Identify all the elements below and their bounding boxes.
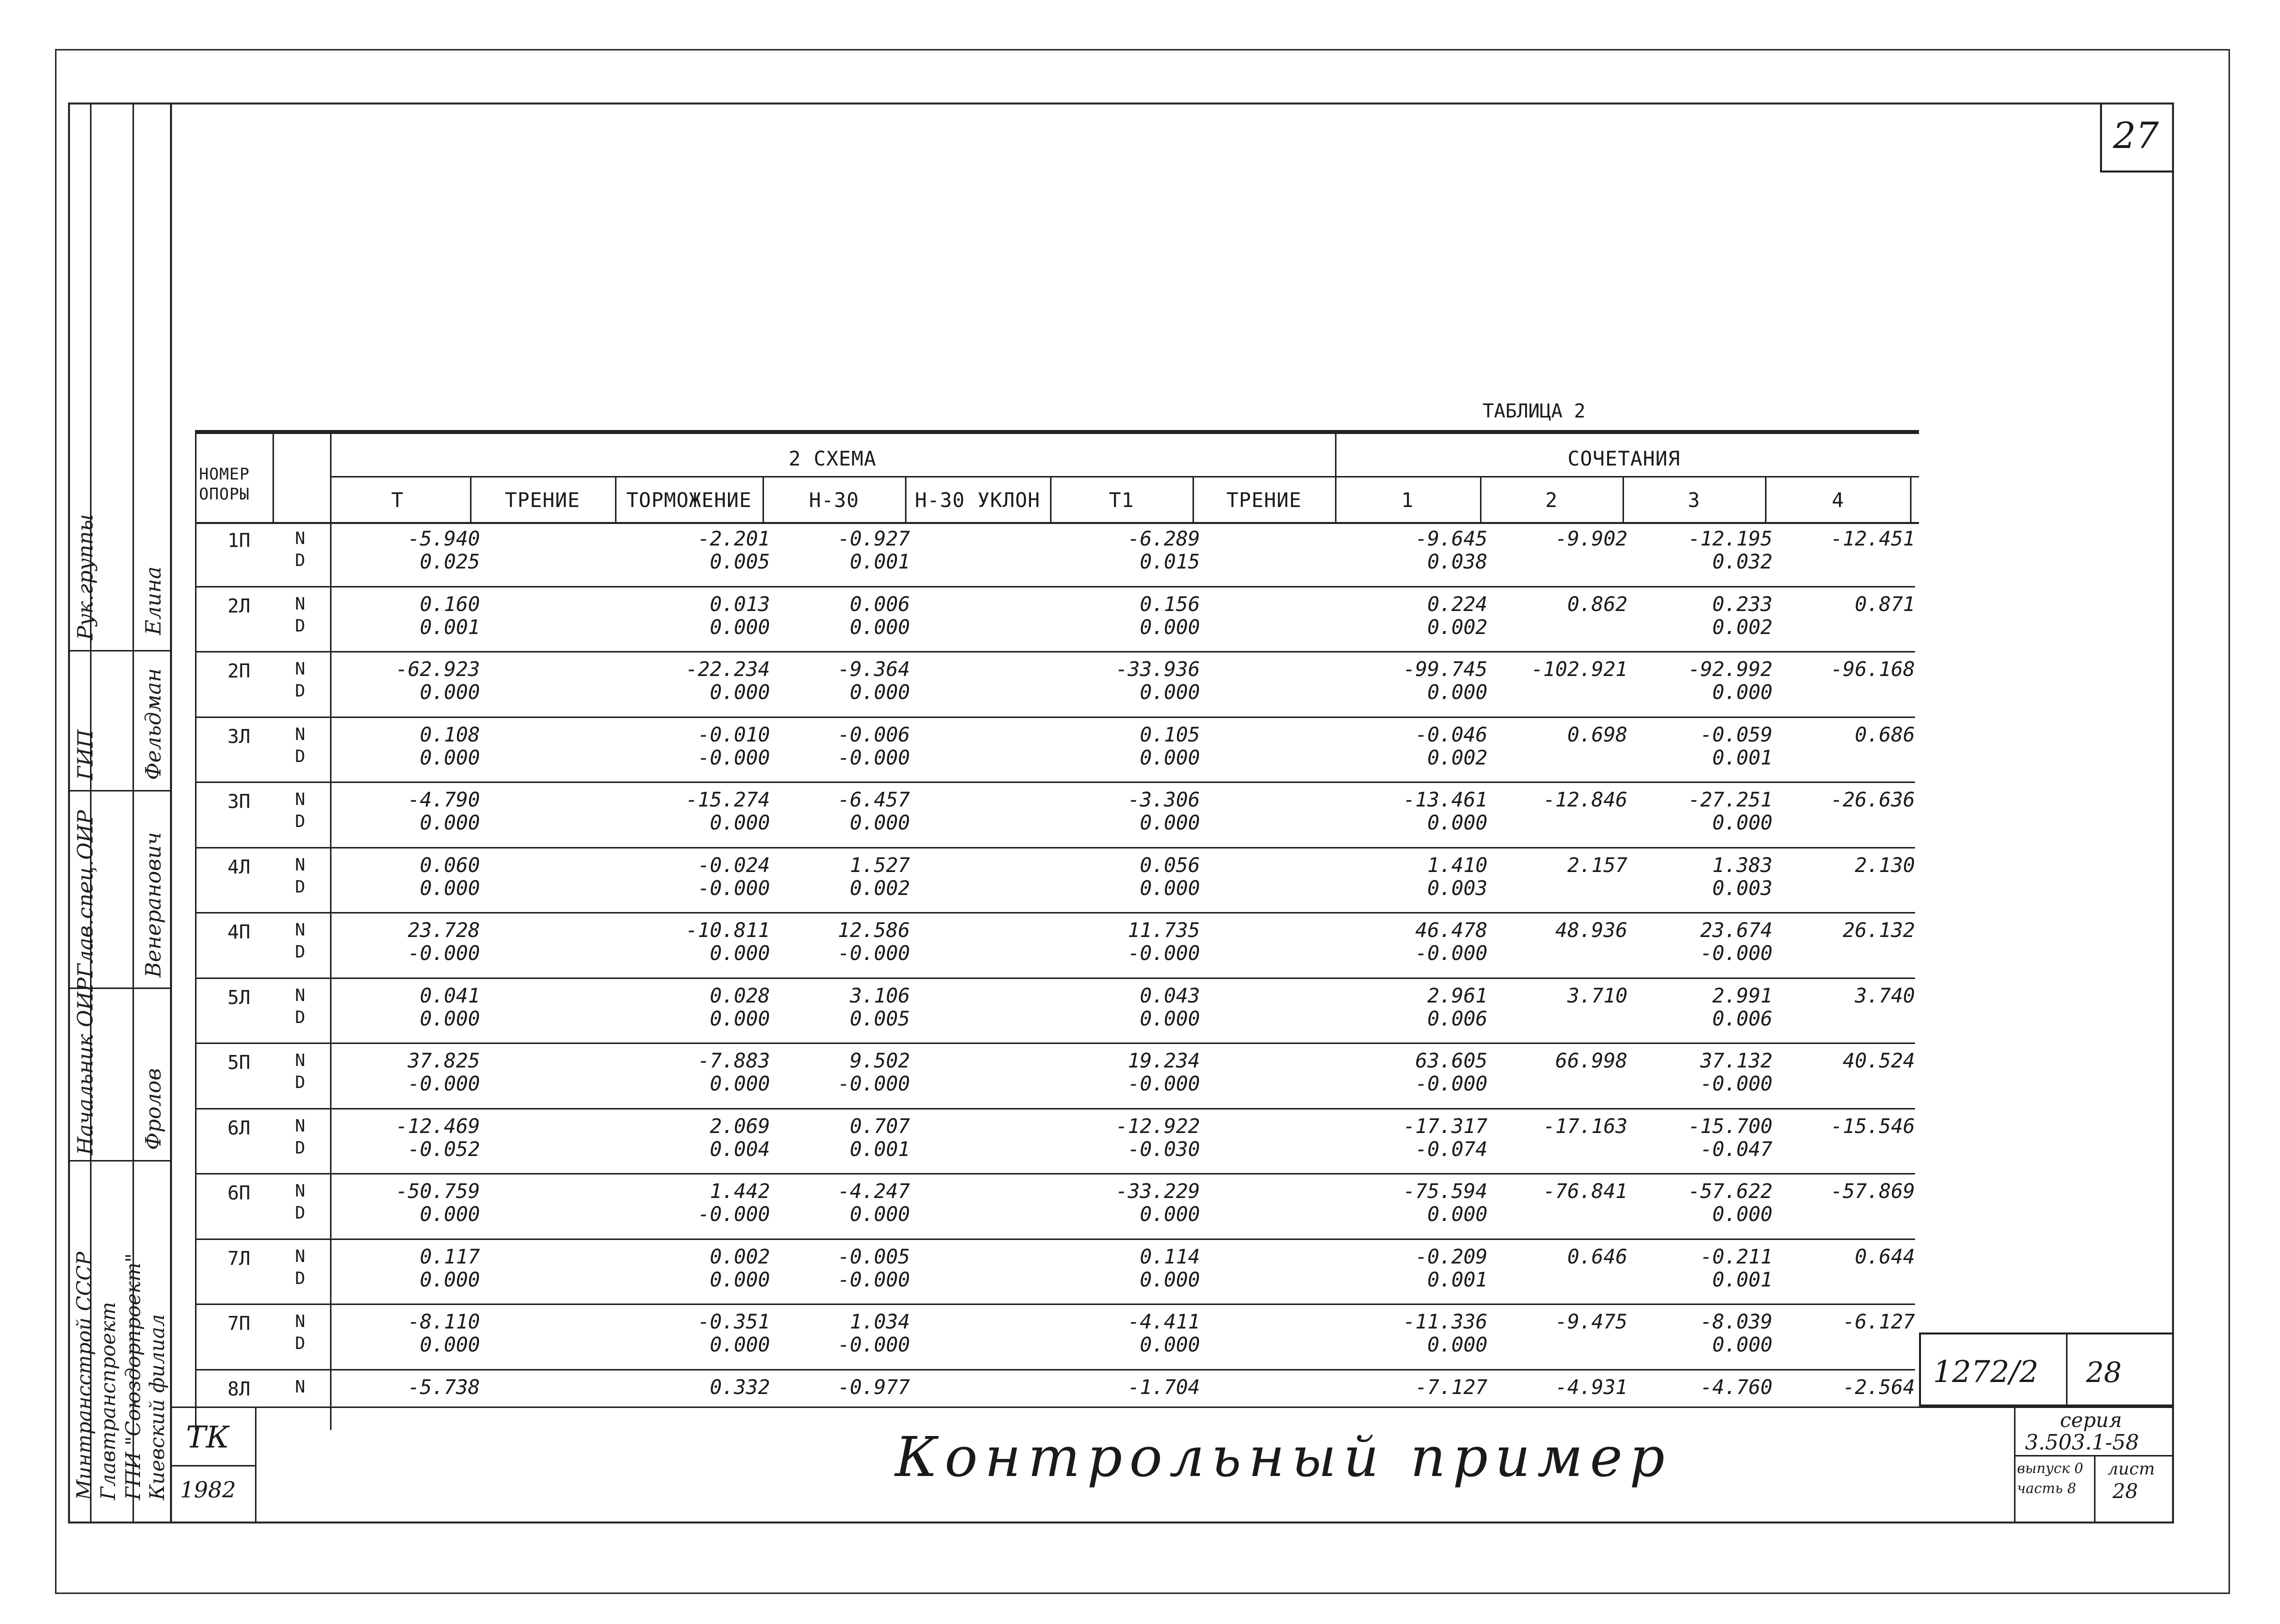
row-label: 8Л xyxy=(228,1378,250,1400)
col-sep-2 xyxy=(615,476,616,524)
sidebar-org-4: Киевский филиал xyxy=(146,1314,169,1500)
header-v-group xyxy=(1335,430,1336,524)
row-label: 4Л xyxy=(228,856,250,878)
column-header: 1 xyxy=(1401,489,1414,512)
cell-value: 0.646 xyxy=(1567,1245,1628,1268)
cell-value: -15.546 xyxy=(1830,1114,1915,1138)
row-label: 1П xyxy=(228,530,250,552)
sidebar-h-2 xyxy=(68,790,171,792)
row-separator xyxy=(195,1369,1915,1370)
column-header: Н-30 xyxy=(808,489,860,512)
tk-year-divider xyxy=(171,1465,255,1466)
column-header: ТОРМОЖЕНИЕ xyxy=(626,489,752,512)
cell-value: -0.211 0.001 xyxy=(1700,1245,1772,1292)
sidebar-name-4: Фролов xyxy=(141,1068,166,1150)
row-separator xyxy=(195,1173,1915,1174)
header-row-col: НОМЕР ОПОРЫ xyxy=(199,464,250,504)
list-label: лист xyxy=(2108,1459,2155,1479)
cell-value: -9.645 0.038 xyxy=(1415,528,1488,574)
cell-value: 1.442 -0.000 xyxy=(698,1180,770,1226)
nd-label: N xyxy=(295,1376,306,1397)
cell-value: -12.469 -0.052 xyxy=(396,1114,480,1161)
cell-value: -13.461 0.000 xyxy=(1403,788,1488,834)
series-box-left xyxy=(2014,1406,2016,1524)
series-box-v xyxy=(2094,1455,2096,1524)
row-separator xyxy=(195,912,1915,914)
cell-value: -9.902 xyxy=(1555,528,1628,550)
vypusk-label: выпуск 0 xyxy=(2017,1460,2084,1476)
cell-value: -4.760 xyxy=(1700,1376,1772,1399)
cell-value: 0.862 xyxy=(1567,592,1628,616)
cell-value: -1.704 xyxy=(1128,1376,1200,1399)
row-separator xyxy=(195,1238,1915,1240)
cell-value: 0.160 0.001 xyxy=(420,592,480,639)
cell-value: 0.105 0.000 xyxy=(1140,723,1200,770)
cell-value: 19.234 -0.000 xyxy=(1128,1050,1200,1096)
column-header: Т1 xyxy=(1108,489,1134,512)
table-top-rule xyxy=(195,430,1919,434)
cell-value: -26.636 xyxy=(1830,788,1915,812)
cell-value: 0.028 0.000 xyxy=(710,984,770,1030)
cell-value: 0.108 0.000 xyxy=(420,723,480,770)
series-value: 3.503.1-58 xyxy=(2025,1430,2139,1454)
cell-value: -6.457 0.000 xyxy=(838,788,910,834)
cell-value: 11.735 -0.000 xyxy=(1128,919,1200,965)
column-header: ТРЕНИЕ xyxy=(1226,489,1302,512)
row-label: 7П xyxy=(228,1312,250,1334)
nd-label: N D xyxy=(295,1050,306,1092)
cell-value: -6.127 xyxy=(1842,1310,1915,1334)
row-label: 4П xyxy=(228,921,250,943)
cell-value: -15.700 -0.047 xyxy=(1688,1114,1772,1161)
cell-value: -0.010 -0.000 xyxy=(698,723,770,770)
cell-value: 0.156 0.000 xyxy=(1140,592,1200,639)
cell-value: -9.475 xyxy=(1555,1310,1628,1334)
cell-value: 0.233 0.002 xyxy=(1712,592,1772,639)
cell-value: -7.883 0.000 xyxy=(698,1050,770,1096)
nd-label: N D xyxy=(295,594,306,636)
cell-value: 0.117 0.000 xyxy=(420,1245,480,1292)
cell-value: 0.002 0.000 xyxy=(710,1245,770,1292)
cell-value: 0.060 0.000 xyxy=(420,854,480,900)
cell-value: -12.195 0.032 xyxy=(1688,528,1772,574)
sidebar-org-2: Главтранспроект xyxy=(97,1302,120,1500)
cell-value: -2.564 xyxy=(1842,1376,1915,1399)
page-number-box xyxy=(2100,102,2174,172)
nd-label: N D xyxy=(295,920,306,962)
sidebar-name-3: Венеранович xyxy=(141,832,166,978)
header-v-nd xyxy=(272,430,274,524)
cell-value: 37.825 -0.000 xyxy=(408,1050,480,1096)
cell-value: -0.209 0.001 xyxy=(1415,1245,1488,1292)
cell-value: -0.977 xyxy=(838,1376,910,1399)
row-label: 6Л xyxy=(228,1116,250,1139)
sidebar-org-1: Минтрансстрой СССР xyxy=(73,1252,96,1500)
cell-value: -3.306 0.000 xyxy=(1128,788,1200,834)
cell-value: -4.247 0.000 xyxy=(838,1180,910,1226)
cell-value: 2.157 xyxy=(1567,854,1628,877)
cell-value: -5.738 xyxy=(408,1376,480,1399)
cell-value: -11.336 0.000 xyxy=(1403,1310,1488,1356)
nd-label: N D xyxy=(295,1312,306,1354)
cell-value: 1.383 0.003 xyxy=(1712,854,1772,900)
sidebar-name-1: Елина xyxy=(141,566,166,635)
cell-value: 23.674 -0.000 xyxy=(1700,919,1772,965)
cell-value: 2.991 0.006 xyxy=(1712,984,1772,1030)
cell-value: -22.234 0.000 xyxy=(686,658,770,704)
cell-value: -7.127 xyxy=(1415,1376,1488,1399)
cell-value: 2.961 0.006 xyxy=(1427,984,1488,1030)
cell-value: 2.069 0.004 xyxy=(710,1114,770,1161)
column-header: 2 xyxy=(1545,489,1558,512)
cell-value: 0.644 xyxy=(1854,1245,1915,1268)
doc-sheet: 28 xyxy=(2086,1356,2122,1389)
cell-value: -2.201 0.005 xyxy=(698,528,770,574)
row-separator xyxy=(195,1042,1915,1044)
row-label: 7Л xyxy=(228,1247,250,1270)
col-sep-9 xyxy=(1765,476,1766,524)
cell-value: -4.931 xyxy=(1555,1376,1628,1399)
cell-value: 0.013 0.000 xyxy=(710,592,770,639)
row-separator xyxy=(195,782,1915,783)
row-label: 2П xyxy=(228,660,250,682)
sidebar-role-2: ГИП xyxy=(73,729,98,780)
cell-value: 0.114 0.000 xyxy=(1140,1245,1200,1292)
column-header: ТРЕНИЕ xyxy=(504,489,580,512)
cell-value: 0.041 0.000 xyxy=(420,984,480,1030)
cell-value: -57.869 xyxy=(1830,1180,1915,1203)
cell-value: -4.790 0.000 xyxy=(408,788,480,834)
cell-value: -50.759 0.000 xyxy=(396,1180,480,1226)
row-label: 3Л xyxy=(228,725,250,748)
cell-value: 1.034 -0.000 xyxy=(838,1310,910,1356)
row-separator xyxy=(195,978,1915,979)
cell-value: 66.998 xyxy=(1555,1050,1628,1072)
nd-label: N D xyxy=(295,854,306,897)
nd-label: N D xyxy=(295,1246,306,1288)
cell-value: -75.594 0.000 xyxy=(1403,1180,1488,1226)
nd-label: N D xyxy=(295,724,306,766)
cell-value: 0.043 0.000 xyxy=(1140,984,1200,1030)
column-header: Т xyxy=(391,489,404,512)
header-rule-2 xyxy=(195,522,1919,524)
header-v-left xyxy=(195,430,196,1430)
year-label: 1982 xyxy=(180,1478,236,1503)
row-label: 5Л xyxy=(228,986,250,1008)
row-label: 5П xyxy=(228,1052,250,1074)
sidebar-role-1: Рук.группы xyxy=(73,514,98,640)
cell-value: 0.707 0.001 xyxy=(850,1114,910,1161)
cell-value: -12.451 xyxy=(1830,528,1915,550)
header-group-scheme: 2 СХЕМА xyxy=(788,448,876,470)
cell-value: 0.686 xyxy=(1854,723,1915,746)
cell-value: 63.605 -0.000 xyxy=(1415,1050,1488,1096)
column-header: Н-30 УКЛОН xyxy=(914,489,1040,512)
cell-value: -0.059 0.001 xyxy=(1700,723,1772,770)
cell-value: -27.251 0.000 xyxy=(1688,788,1772,834)
doc-number-divider xyxy=(2066,1334,2068,1404)
nd-label: N D xyxy=(295,528,306,570)
cell-value: 0.224 0.002 xyxy=(1427,592,1488,639)
header-rule-1 xyxy=(330,476,1919,478)
row-label: 6П xyxy=(228,1182,250,1204)
cell-value: -102.921 xyxy=(1531,658,1628,681)
tk-divider xyxy=(255,1406,256,1524)
main-title: Контрольный пример xyxy=(895,1425,1672,1489)
sidebar-role-3: Глав.спец.ОИР xyxy=(73,810,98,978)
row-separator xyxy=(195,1108,1915,1110)
cell-value: 3.740 xyxy=(1854,984,1915,1008)
cell-value: -17.317 -0.074 xyxy=(1403,1114,1488,1161)
col-sep-4 xyxy=(905,476,906,524)
header-v-end xyxy=(1910,476,1912,524)
sidebar-h-1 xyxy=(68,650,171,652)
cell-value: 40.524 xyxy=(1842,1050,1915,1072)
cell-value: -57.622 0.000 xyxy=(1688,1180,1772,1226)
cell-value: 3.710 xyxy=(1567,984,1628,1008)
cell-value: 37.132 -0.000 xyxy=(1700,1050,1772,1096)
column-header: 3 xyxy=(1688,489,1700,512)
cell-value: -5.940 0.025 xyxy=(408,528,480,574)
cell-value: 12.586 -0.000 xyxy=(838,919,910,965)
cell-value: -99.745 0.000 xyxy=(1403,658,1488,704)
row-separator xyxy=(195,651,1915,652)
cell-value: -9.364 0.000 xyxy=(838,658,910,704)
cell-value: -17.163 xyxy=(1543,1114,1628,1138)
cell-value: 2.130 xyxy=(1854,854,1915,877)
cell-value: 9.502 -0.000 xyxy=(838,1050,910,1096)
column-header: 4 xyxy=(1832,489,1844,512)
cell-value: 23.728 -0.000 xyxy=(408,919,480,965)
cell-value: -76.841 xyxy=(1543,1180,1628,1203)
nd-label: N D xyxy=(295,985,306,1028)
row-separator xyxy=(195,847,1915,848)
cell-value: -8.039 0.000 xyxy=(1700,1310,1772,1356)
cell-value: 46.478 -0.000 xyxy=(1415,919,1488,965)
cell-value: -0.006 -0.000 xyxy=(838,723,910,770)
row-label: 2Л xyxy=(228,594,250,617)
cell-value: -10.811 0.000 xyxy=(686,919,770,965)
header-group-combos: СОЧЕТАНИЯ xyxy=(1568,448,1680,470)
doc-number-box xyxy=(1919,1332,2174,1406)
cell-value: 0.056 0.000 xyxy=(1140,854,1200,900)
cell-value: -92.992 0.000 xyxy=(1688,658,1772,704)
nd-label: N D xyxy=(295,1181,306,1223)
tk-label: ТК xyxy=(186,1420,230,1455)
cell-value: 3.106 0.005 xyxy=(850,984,910,1030)
cell-value: -15.274 0.000 xyxy=(686,788,770,834)
sidebar-divider-3 xyxy=(170,102,172,1524)
cell-value: 0.871 xyxy=(1854,592,1915,616)
nd-label: N D xyxy=(295,659,306,701)
cell-value: -33.936 0.000 xyxy=(1116,658,1200,704)
cell-value: -12.846 xyxy=(1543,788,1628,812)
cell-value: 1.410 0.003 xyxy=(1427,854,1488,900)
cell-value: -0.005 -0.000 xyxy=(838,1245,910,1292)
cell-value: -4.411 0.000 xyxy=(1128,1310,1200,1356)
cell-value: 0.332 xyxy=(710,1376,770,1399)
row-separator xyxy=(195,586,1915,588)
sidebar-role-4: Начальник ОИР xyxy=(73,978,98,1155)
list-value: 28 xyxy=(2112,1480,2138,1503)
nd-label: N D xyxy=(295,790,306,832)
bottom-strip-top xyxy=(171,1406,2174,1408)
row-separator xyxy=(195,716,1915,718)
cell-value: 26.132 xyxy=(1842,919,1915,942)
page-number: 27 xyxy=(2113,114,2159,156)
table-title: ТАБЛИЦА 2 xyxy=(1482,400,1586,422)
cell-value: -8.110 0.000 xyxy=(408,1310,480,1356)
cell-value: 1.527 0.002 xyxy=(850,854,910,900)
cell-value: -0.046 0.002 xyxy=(1415,723,1488,770)
cell-value: -96.168 xyxy=(1830,658,1915,681)
row-separator xyxy=(195,1304,1915,1305)
cell-value: 0.006 0.000 xyxy=(850,592,910,639)
nd-label: N D xyxy=(295,1116,306,1158)
cell-value: -12.922 -0.030 xyxy=(1116,1114,1200,1161)
row-label: 3П xyxy=(228,790,250,812)
sidebar-org-3: ГПИ "Союздорпроект" xyxy=(122,1253,145,1500)
sidebar-name-2: Фельдман xyxy=(141,668,166,780)
cell-value: 48.936 xyxy=(1555,919,1628,942)
cell-value: -6.289 0.015 xyxy=(1128,528,1200,574)
cell-value: -0.927 0.001 xyxy=(838,528,910,574)
sidebar-h-4 xyxy=(68,1160,171,1162)
cell-value: -33.229 0.000 xyxy=(1116,1180,1200,1226)
cell-value: -0.024 -0.000 xyxy=(698,854,770,900)
series-label: серия xyxy=(2060,1409,2122,1432)
cell-value: -62.923 0.000 xyxy=(396,658,480,704)
cell-value: -0.351 0.000 xyxy=(698,1310,770,1356)
doc-number: 1272/2 xyxy=(1933,1354,2039,1390)
chast-label: часть 8 xyxy=(2017,1480,2076,1496)
cell-value: 0.698 xyxy=(1567,723,1628,746)
col-sep-1 xyxy=(470,476,472,524)
